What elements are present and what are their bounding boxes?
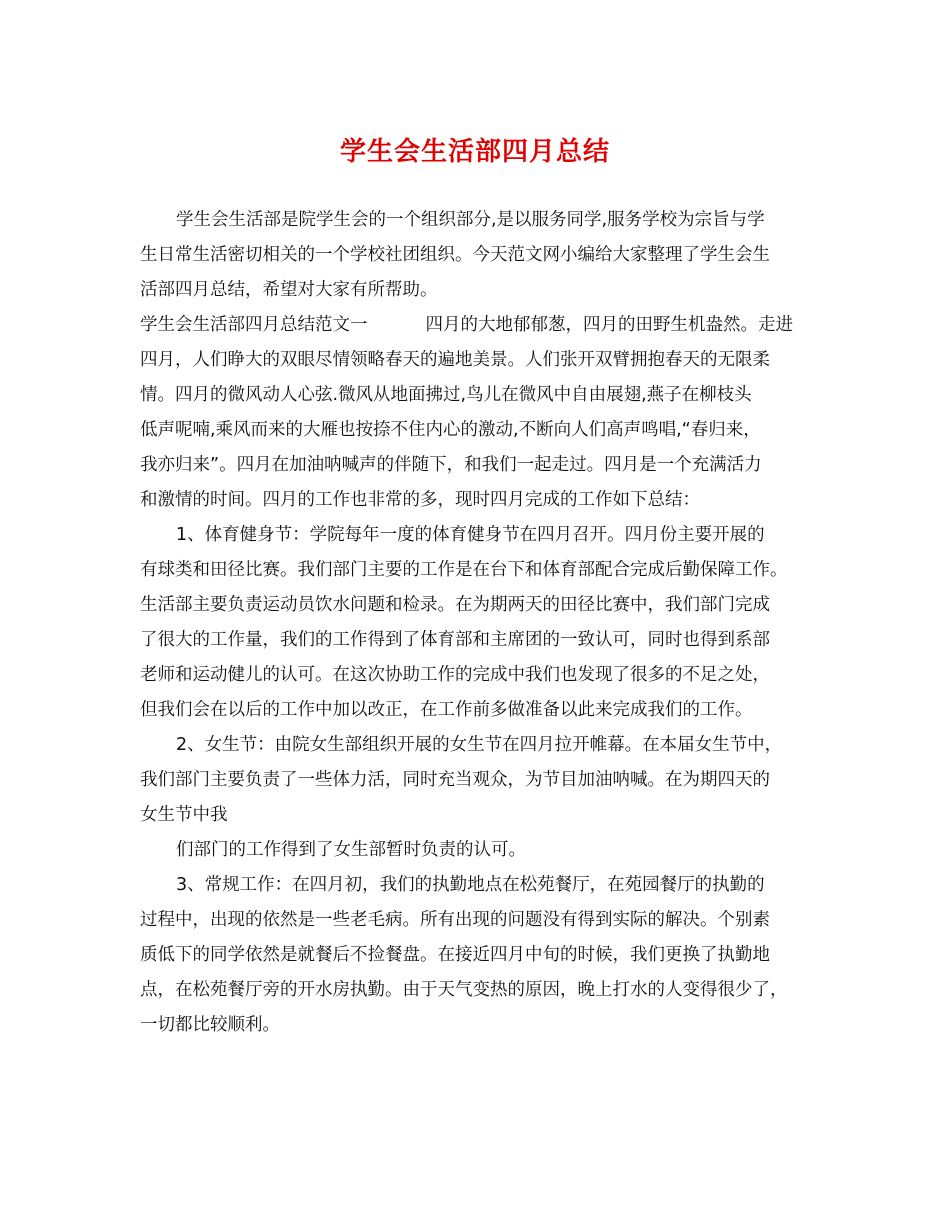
text-line-11: 有球类和田径比赛。我们部门主要的工作是在台下和体育部配合完成后勤保障工作。 [140, 560, 788, 580]
text-line-15: 但我们会在以后的工作中加以改正，在工作前多做准备以此来完成我们的工作。 [140, 700, 753, 720]
text-line-24: 一切都比较顺利。 [140, 1015, 280, 1035]
text-line-2: 生日常生活密切相关的一个学校社团组织。今天范文网小编给大家整理了学生会生 [140, 245, 770, 265]
sample-opening: 四月的大地郁郁葱，四月的田野生机盎然。走进 [425, 315, 793, 335]
text-line-9: 和激情的时间。四月的工作也非常的多，现时四月完成的工作如下总结： [140, 490, 700, 510]
text-line-19: 们部门的工作得到了女生部暂时负责的认可。 [176, 840, 526, 860]
text-line-3: 活部四月总结，希望对大家有所帮助。 [140, 280, 438, 300]
text-line-17: 我们部门主要负责了一些体力活，同时充当观众，为节目加油呐喊。在为期四天的 [140, 770, 770, 790]
sample-heading: 学生会生活部四月总结范文一 [140, 315, 368, 335]
text-line-1: 学生会生活部是院学生会的一个组织部分,是以服务同学,服务学校为宗旨与学 [176, 210, 765, 230]
text-line-13: 了很大的工作量，我们的工作得到了体育部和主席团的一致认可，同时也得到系部 [140, 630, 770, 650]
text-line-5: 四月，人们睁大的双眼尽情领略春天的遍地美景。人们张开双臂拥抱春天的无限柔 [140, 350, 770, 370]
text-line-21: 过程中，出现的依然是一些老毛病。所有出现的问题没有得到实际的解决。个别素 [140, 910, 770, 930]
text-line-7: 低声呢喃,乘风而来的大雁也按捺不住内心的激动,不断向人们高声鸣唱,“春归来， [140, 420, 761, 440]
text-line-23: 点，在松苑餐厅旁的开水房执勤。由于天气变热的原因，晚上打水的人变得很少了， [140, 980, 788, 1000]
text-line-4 [140, 313, 793, 337]
text-line-10: 1、体育健身节：学院每年一度的体育健身节在四月召开。四月份主要开展的 [176, 525, 765, 545]
text-line-22: 质低下的同学依然是就餐后不捡餐盘。在接近四月中旬的时候，我们更换了执勤地 [140, 945, 770, 965]
text-line-6: 情。四月的微风动人心弦.微风从地面拂过,鸟儿在微风中自由展翅,燕子在柳枝头 [140, 385, 752, 405]
text-line-8: 我亦归来”。四月在加油呐喊声的伴随下，和我们一起走过。四月是一个充满活力 [140, 455, 762, 475]
document-title: 学生会生活部四月总结 [339, 137, 610, 167]
text-line-18: 女生节中我 [140, 805, 228, 825]
text-line-12: 生活部主要负责运动员饮水问题和检录。在为期两天的田径比赛中，我们部门完成 [140, 595, 770, 615]
text-line-16: 2、女生节：由院女生部组织开展的女生节在四月拉开帷幕。在本届女生节中， [176, 735, 783, 755]
text-line-20: 3、常规工作：在四月初，我们的执勤地点在松苑餐厅，在苑园餐厅的执勤的 [176, 875, 765, 895]
text-line-14: 老师和运动健儿的认可。在这次协助工作的完成中我们也发现了很多的不足之处， [140, 665, 770, 685]
